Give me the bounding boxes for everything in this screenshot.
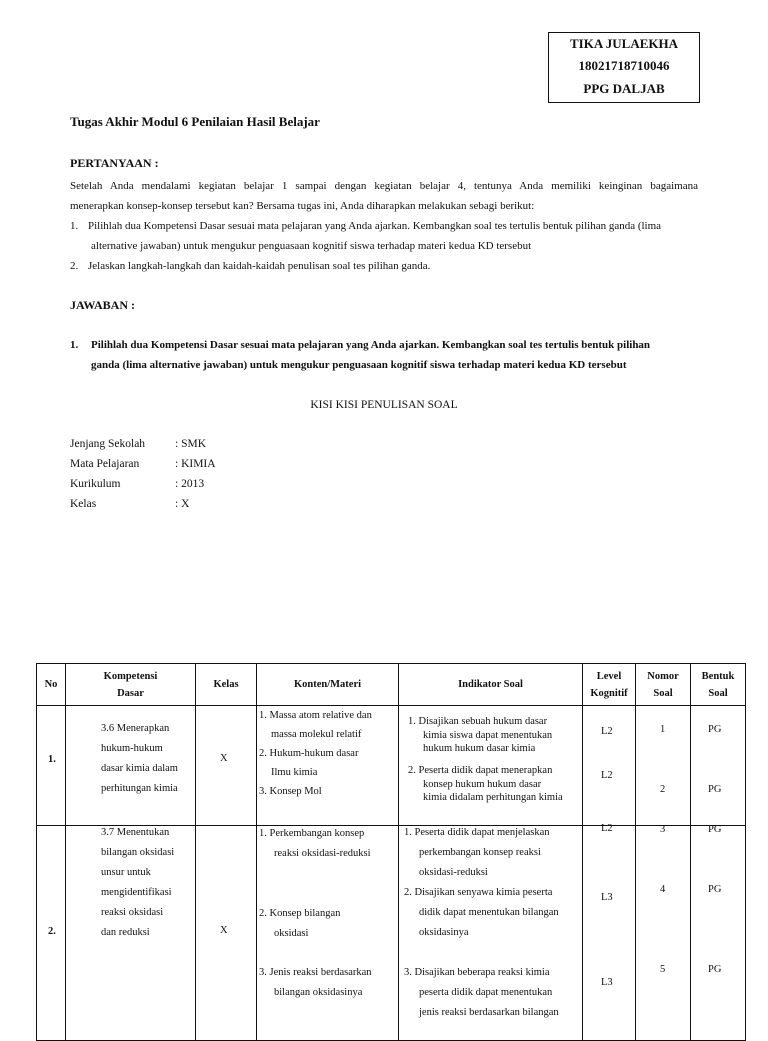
question-item-1-line1: Pilihlah dua Kompetensi Dasar sesuai mata pelajaran yang Anda ajarkan. Kembangkan soal tes tertulis bentuk pilihan ganda (lima <box>88 220 662 232</box>
row2-kd-cell <box>66 826 196 1041</box>
row1-indikator-2 <box>408 764 563 805</box>
header-konten: Konten/Materi <box>257 664 399 706</box>
row1-bentuk-1: PG <box>708 724 722 735</box>
program-name: PPG DALJAB <box>583 80 665 96</box>
kisi-title: KISI KISI PENULISAN SOAL <box>310 399 458 411</box>
identity-box <box>548 32 700 103</box>
indikator-line: oksidasinya <box>419 927 469 938</box>
row2-bentuk-2: PG <box>708 884 722 895</box>
row2-bentuk-cell <box>691 826 746 1041</box>
answer-item-1-line1: Pilihlah dua Kompetensi Dasar sesuai mata pelajaran yang Anda ajarkan. Kembangkan soal tes tertulis bentuk pilihan <box>91 339 651 351</box>
table-header-row <box>37 664 746 706</box>
row2-nomor-3: 5 <box>660 964 666 975</box>
row1-bentuk-cell <box>691 706 746 826</box>
header-nomor-line2: Soal <box>653 687 673 699</box>
header-kelas: Kelas <box>196 664 257 706</box>
row1-konten <box>259 706 372 801</box>
indikator-line: perkembangan konsep reaksi <box>419 847 541 858</box>
row1-no-cell <box>37 706 66 826</box>
indikator-line: jenis reaksi berdasarkan bilangan <box>419 1007 559 1018</box>
indikator-line: 1. Peserta didik dapat menjelaskan <box>404 827 550 838</box>
kd-line: bilangan oksidasi <box>101 847 175 858</box>
row1-kelas-cell <box>196 706 257 826</box>
meta-value: : KIMIA <box>175 458 216 470</box>
konten-line: massa molekul relatif <box>271 729 362 740</box>
header-kompetensi-line2: Dasar <box>117 687 144 699</box>
header-kompetensi-line1: Kompetensi <box>103 670 158 682</box>
row1-indikator-1 <box>408 715 552 756</box>
header-nomor <box>636 664 691 706</box>
answer-heading: JAWABAN : <box>70 298 136 312</box>
kd-line: dasar kimia dalam <box>101 763 178 774</box>
row2-nomor-2: 4 <box>660 884 666 895</box>
header-bentuk <box>691 664 746 706</box>
row2-konten-1 <box>259 824 371 864</box>
konten-line: oksidasi <box>274 928 309 939</box>
header-kompetensi <box>66 664 196 706</box>
indikator-line: oksidasi-reduksi <box>419 867 488 878</box>
question-intro-line1: Setelah Anda mendalami kegiatan belajar 1 sampai dengan kegiatan belajar 4, tentunya Anda memiliki keinginan bagaimana <box>70 180 698 192</box>
question-heading: PERTANYAAN : <box>70 156 159 170</box>
row1-nomor-2: 2 <box>660 784 666 795</box>
header-bentuk-line1: Bentuk <box>701 670 735 682</box>
konten-line: 3. Jenis reaksi berdasarkan <box>259 967 372 978</box>
kd-line: mengidentifikasi <box>101 887 172 898</box>
row1-no: 1. <box>48 754 56 765</box>
row2-level-1: L2 <box>601 823 613 834</box>
kd-line: dan reduksi <box>101 927 150 938</box>
question-item-1 <box>70 216 710 256</box>
meta-label: Kelas <box>70 498 97 510</box>
konten-line: 2. Hukum-hukum dasar <box>259 748 359 759</box>
meta-label: Kurikulum <box>70 478 121 490</box>
header-level-line1: Level <box>596 670 622 682</box>
question-item-2-number: 2. <box>70 260 79 272</box>
indikator-line: 2. Peserta didik dapat menerapkan <box>408 765 553 776</box>
header-level-line2: Kognitif <box>590 687 628 699</box>
question-item-2-line1: Jelaskan langkah-langkah dan kaidah-kaidah penulisan soal tes pilihan ganda. <box>88 260 431 272</box>
table-row <box>37 826 746 1041</box>
student-id: 18021718710046 <box>578 58 670 74</box>
meta-label: Jenjang Sekolah <box>70 438 146 450</box>
row1-level-1: L2 <box>601 726 613 737</box>
indikator-line: peserta didik dapat menentukan <box>419 987 553 998</box>
row2-no: 2. <box>48 926 56 937</box>
kd-line: 3.6 Menerapkan <box>101 723 170 734</box>
row1-kelas: X <box>220 753 228 764</box>
indikator-line: 3. Disajikan beberapa reaksi kimia <box>404 967 550 978</box>
konten-line: 1. Massa atom relative dan <box>259 710 372 721</box>
meta-row-jenjang <box>70 438 206 450</box>
row2-level-3: L3 <box>601 977 613 988</box>
meta-row-mapel <box>70 458 216 470</box>
header-bentuk-line2: Soal <box>708 687 728 699</box>
indikator-line: 1. Disajikan sebuah hukum dasar <box>408 716 548 727</box>
row1-level-2: L2 <box>601 770 613 781</box>
header-level <box>583 664 636 706</box>
indikator-line: didik dapat menentukan bilangan <box>419 907 559 918</box>
answer-item-1-line2: ganda (lima alternative jawaban) untuk mengukur penguasaan kognitif siswa terhadap materi kedua KD tersebut <box>91 359 627 371</box>
row2-bentuk-1: PG <box>708 824 722 835</box>
konten-line: reaksi oksidasi-reduksi <box>274 848 371 859</box>
row2-nomor-1: 3 <box>660 824 666 835</box>
indikator-line: hukum hukum dasar kimia <box>423 743 536 754</box>
row2-nomor-cell <box>636 826 691 1041</box>
konten-line: 3. Konsep Mol <box>259 786 322 797</box>
header-no: No <box>37 664 66 706</box>
document-title: Tugas Akhir Modul 6 Penilaian Hasil Belajar <box>70 114 320 129</box>
meta-value: : SMK <box>175 438 206 450</box>
meta-row-kelas <box>70 498 189 510</box>
konten-line: 1. Perkembangan konsep <box>259 828 365 839</box>
row2-kelas: X <box>220 925 228 936</box>
konten-line: 2. Konsep bilangan <box>259 908 341 919</box>
row1-kd <box>101 719 178 799</box>
header-indikator: Indikator Soal <box>399 664 583 706</box>
row1-level-cell <box>583 706 636 826</box>
indikator-line: kimia siswa dapat menentukan <box>423 729 553 741</box>
question-item-2 <box>70 256 710 276</box>
row1-nomor-cell <box>636 706 691 826</box>
indikator-line: kimia didalam perhitungan kimia <box>423 792 563 803</box>
question-intro-line2: menerapkan konsep-konsep tersebut kan? Bersama tugas ini, Anda diharapkan melakukan sebagi berikut: <box>70 200 535 212</box>
konten-line: bilangan oksidasinya <box>274 987 363 998</box>
row1-indikator-cell <box>399 706 583 826</box>
row2-indikator-cell <box>399 826 583 1041</box>
header-nomor-line1: Nomor <box>647 670 679 682</box>
indikator-line: 2. Disajikan senyawa kimia peserta <box>404 887 553 898</box>
answer-item-1 <box>70 335 710 375</box>
table-row <box>37 706 746 826</box>
row2-no-cell <box>37 826 66 1041</box>
row2-konten-cell <box>257 826 399 1041</box>
row1-konten-cell <box>257 706 399 826</box>
kd-line: unsur untuk <box>101 867 151 878</box>
row2-konten-3 <box>259 963 372 1003</box>
meta-row-kurikulum <box>70 478 204 490</box>
row1-kd-cell <box>66 706 196 826</box>
kd-line: hukum-hukum <box>101 743 163 754</box>
meta-value: : 2013 <box>175 478 205 490</box>
row2-indikator <box>404 823 559 1023</box>
row2-kelas-cell <box>196 826 257 1041</box>
question-intro <box>70 176 698 216</box>
answer-item-1-number: 1. <box>70 339 79 351</box>
question-item-1-number: 1. <box>70 220 79 232</box>
row2-bentuk-3: PG <box>708 964 722 975</box>
kd-line: perhitungan kimia <box>101 783 178 794</box>
row1-bentuk-2: PG <box>708 784 722 795</box>
kd-line: reaksi oksidasi <box>101 907 164 918</box>
kd-line: 3.7 Menentukan <box>101 827 170 838</box>
meta-value: : X <box>175 498 190 510</box>
row2-level-2: L3 <box>601 892 613 903</box>
konten-line: Ilmu kimia <box>271 767 318 778</box>
meta-label: Mata Pelajaran <box>70 458 140 470</box>
indikator-line: konsep hukum hukum dasar <box>423 778 542 790</box>
row2-kd <box>101 823 174 943</box>
question-item-1-line2: alternative jawaban) untuk mengukur penguasaan kognitif siswa terhadap materi kedua KD tersebut <box>91 240 532 252</box>
row1-nomor-1: 1 <box>660 724 666 735</box>
row2-level-cell <box>583 823 636 1041</box>
student-name: TIKA JULAEKHA <box>570 36 678 51</box>
kisi-table <box>36 663 746 1041</box>
row2-konten-2 <box>259 904 340 944</box>
